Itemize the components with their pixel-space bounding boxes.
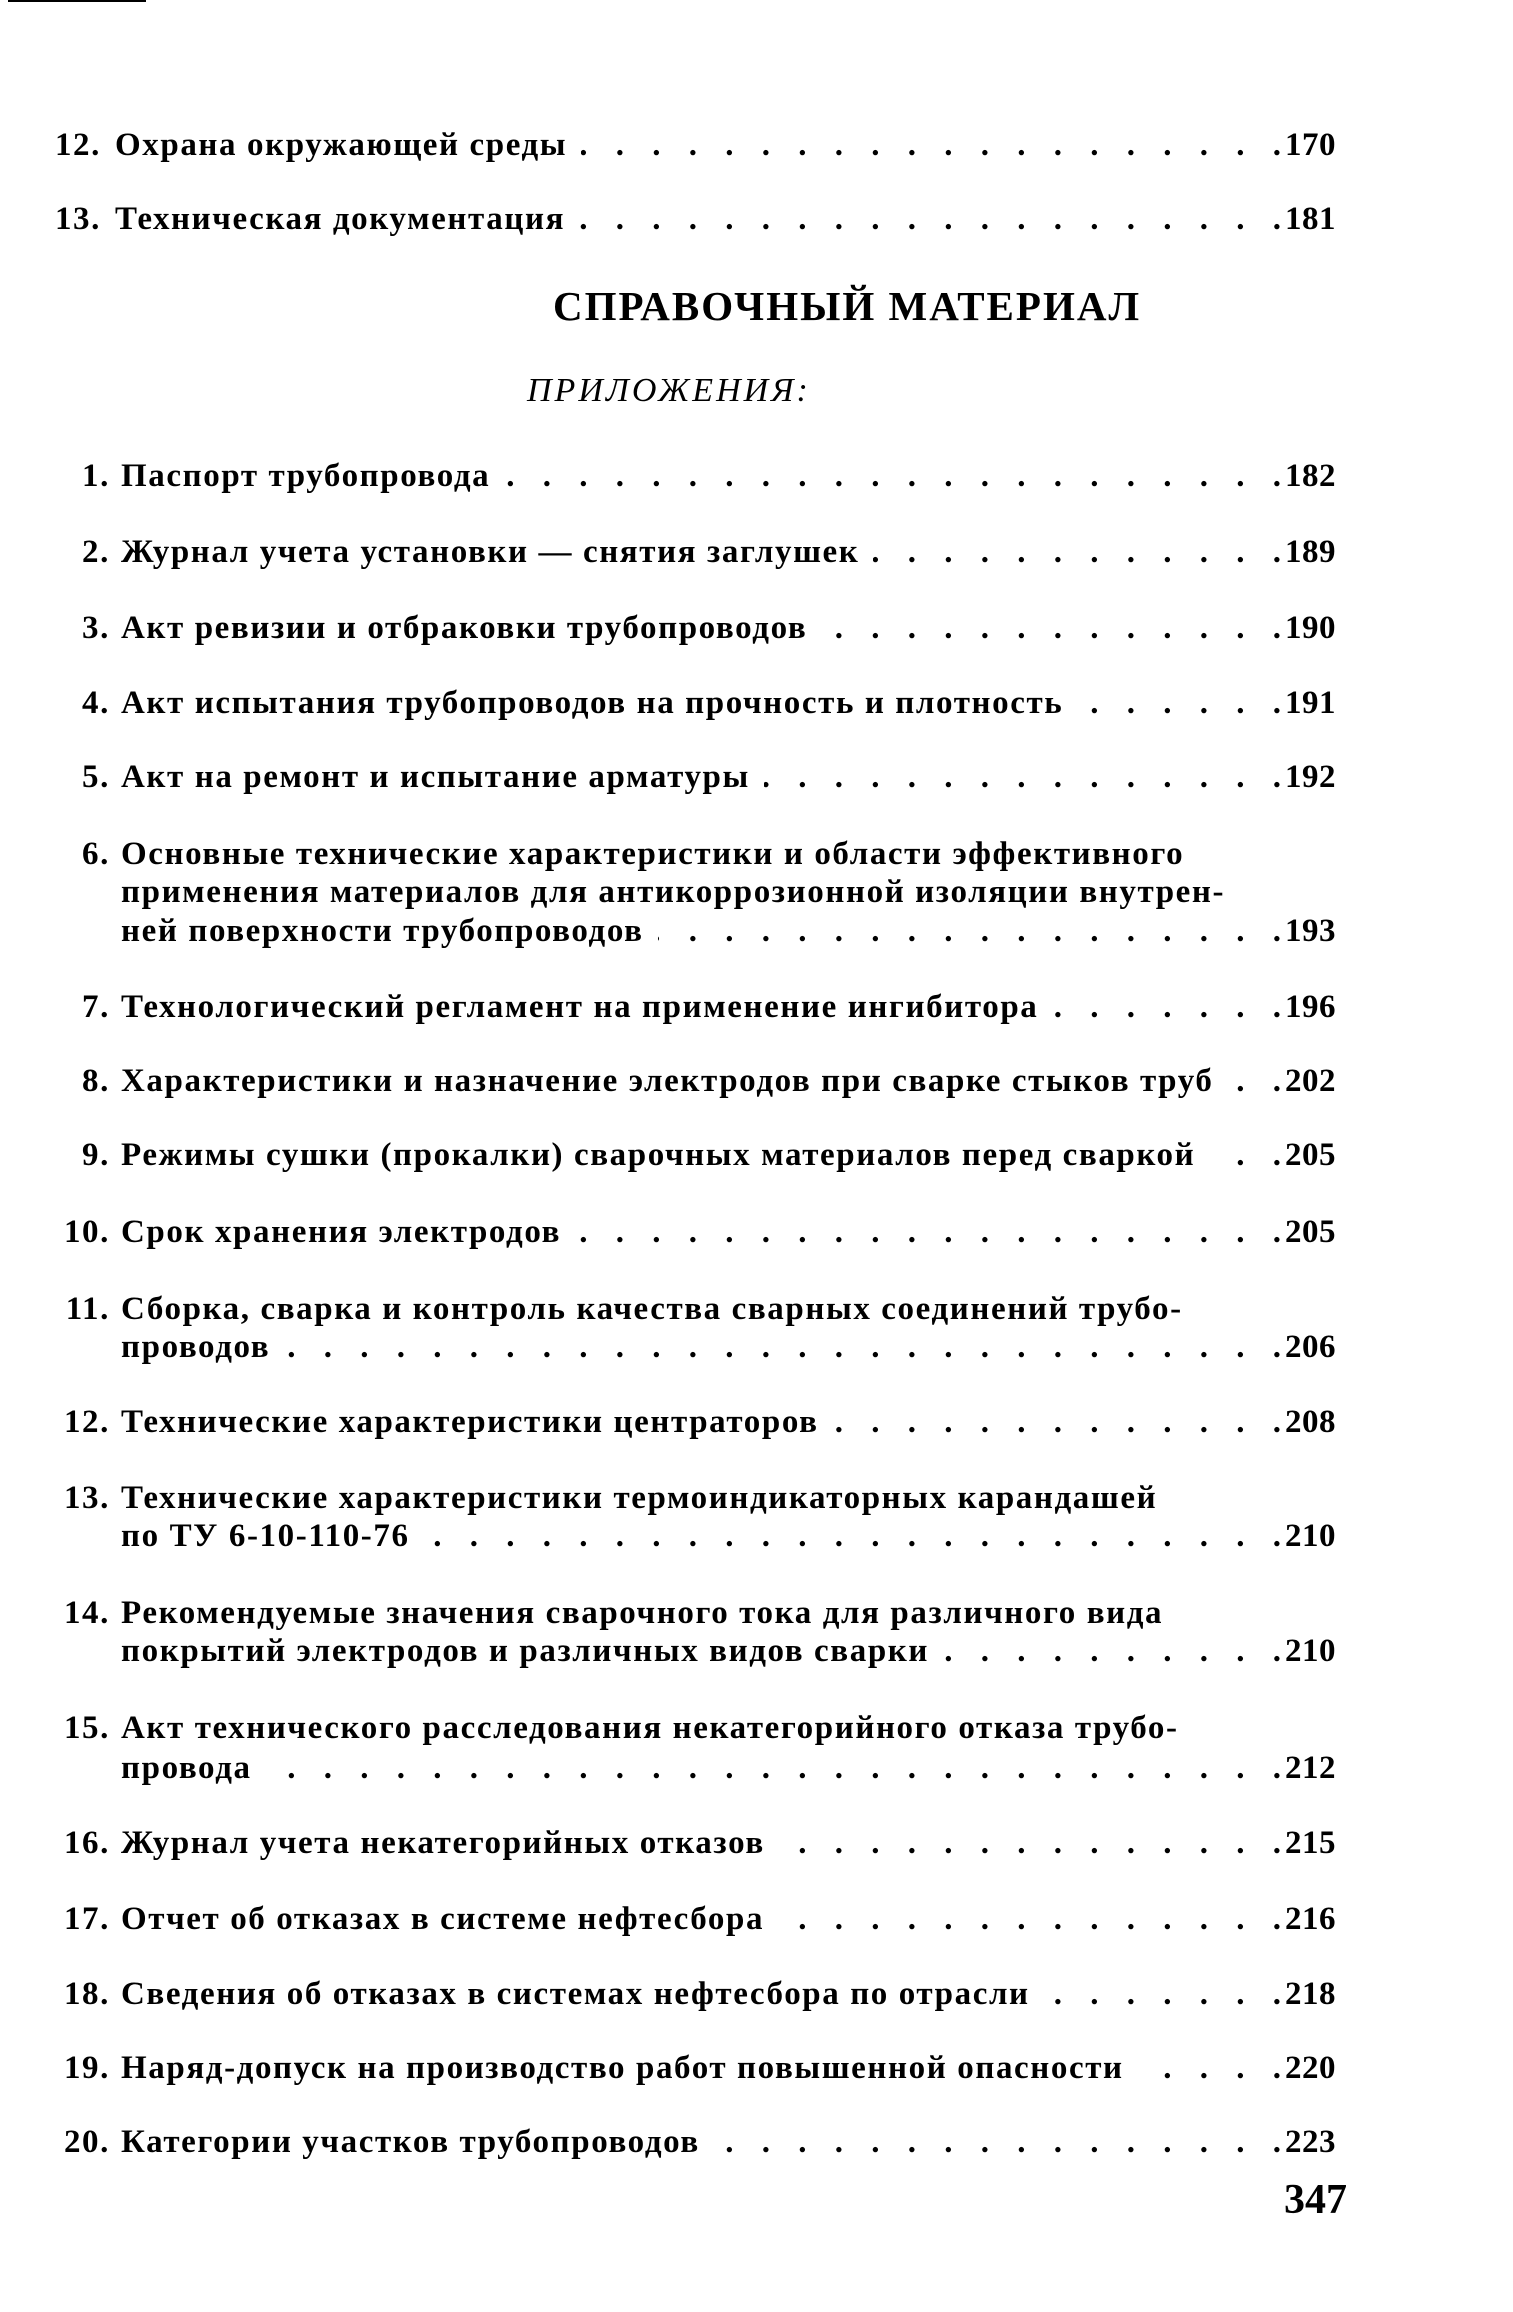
- entry-page-number: 210: [1285, 1518, 1336, 1554]
- dot-leader: [424, 1517, 1281, 1555]
- dot-leader: [833, 1403, 1281, 1441]
- entry-title-line: Сведения об отказах в системах нефтесбора по отрасли: [121, 1976, 1030, 2012]
- entry-line: [121, 1062, 1336, 1100]
- entry-page-number: 189: [1285, 534, 1336, 570]
- entry-number: 19.: [63, 2050, 110, 2086]
- entry-number: 4.: [82, 685, 110, 721]
- entry-title-line: Режимы сушки (прокалки) сварочных материалов перед сваркой: [121, 1137, 1196, 1173]
- entry-number: 13.: [63, 1480, 110, 1516]
- entry-page-number: 205: [1285, 1137, 1336, 1173]
- dot-leader: [778, 1900, 1281, 1938]
- entry-number: 12.: [54, 127, 101, 163]
- top-rule: [8, 0, 146, 2]
- entry-page-number: 181: [1285, 201, 1336, 237]
- entry-title-line: применения материалов для антикоррозионной изоляции внутрен-: [121, 874, 1226, 910]
- dot-leader: [504, 457, 1281, 495]
- entry-number: 20.: [63, 2124, 110, 2160]
- dot-leader: [1227, 1062, 1281, 1100]
- dot-leader: [1044, 1975, 1281, 2013]
- dot-leader: [581, 126, 1281, 164]
- entry-line: [121, 1975, 1336, 2013]
- dot-leader: [266, 1749, 1281, 1787]
- dot-leader: [1138, 2049, 1281, 2087]
- entry-page-number: 223: [1285, 2124, 1336, 2160]
- entry-line: [121, 1749, 1336, 1787]
- entry-title-line: Срок хранения электродов: [121, 1214, 562, 1250]
- entry-page-number: 216: [1285, 1901, 1336, 1937]
- dot-leader: [873, 533, 1281, 571]
- entry-title-line: Акт технического расследования некатегорийного отказа трубо-: [121, 1710, 1179, 1746]
- entry-page-number: 196: [1285, 989, 1336, 1025]
- entry-title-line: Журнал учета установки — снятия заглушек: [121, 534, 860, 570]
- entry-title-line: Технические характеристики центраторов: [121, 1404, 819, 1440]
- dot-leader: [575, 1213, 1281, 1251]
- entry-line: [115, 126, 1336, 164]
- entry-number: 16.: [63, 1825, 110, 1861]
- entry-page-number: 202: [1285, 1063, 1336, 1099]
- entry-number: 11.: [65, 1291, 110, 1327]
- entry-number: 17.: [63, 1901, 110, 1937]
- entry-number: 14.: [63, 1595, 110, 1631]
- entry-line: [121, 758, 1336, 796]
- entry-line: [121, 1328, 1336, 1366]
- dot-leader: [1052, 988, 1281, 1026]
- entry-number: 13.: [54, 201, 101, 237]
- entry-line: [121, 533, 1336, 571]
- entry-number: 6.: [82, 836, 110, 872]
- entry-number: 10.: [63, 1214, 110, 1250]
- dot-leader: [943, 1632, 1281, 1670]
- entry-title-line: ней поверхности трубопроводов: [121, 913, 644, 949]
- dot-leader: [821, 609, 1281, 647]
- dot-leader: [764, 758, 1281, 796]
- entry-page-number: 170: [1285, 127, 1336, 163]
- section-subtitle: ПРИЛОЖЕНИЯ:: [527, 372, 811, 409]
- entry-line: [121, 2049, 1336, 2087]
- entry-title-line: Рекомендуемые значения сварочного тока для различного вида: [121, 1595, 1164, 1631]
- dot-leader: [284, 1328, 1281, 1366]
- entry-number: 15.: [63, 1710, 110, 1746]
- entry-number: 1.: [82, 458, 110, 494]
- entry-number: 3.: [82, 610, 110, 646]
- dot-leader: [1077, 684, 1281, 722]
- entry-line: [121, 684, 1336, 722]
- dot-leader: [658, 912, 1281, 950]
- entry-page-number: 190: [1285, 610, 1336, 646]
- section-title: СПРАВОЧНЫЙ МАТЕРИАЛ: [553, 283, 1141, 329]
- entry-line: [121, 1213, 1336, 1251]
- dot-leader: [579, 200, 1281, 238]
- dot-leader: [714, 2123, 1281, 2161]
- entry-number: 5.: [82, 759, 110, 795]
- entry-title-line: Технические характеристики термоиндикаторных карандашей: [121, 1480, 1158, 1516]
- entry-title-line: Акт ревизии и отбраковки трубопроводов: [121, 610, 808, 646]
- entry-title-line: Акт испытания трубопроводов на прочность и плотность: [121, 685, 1064, 721]
- entry-page-number: 218: [1285, 1976, 1336, 2012]
- entry-line: [121, 457, 1336, 495]
- entry-line: [121, 1824, 1336, 1862]
- entry-line: [121, 2123, 1336, 2161]
- entry-line: [121, 1900, 1336, 1938]
- entry-title-line: Сборка, сварка и контроль качества сварных соединений трубо-: [121, 1291, 1183, 1327]
- entry-title-line: Отчет об отказах в системе нефтесбора: [121, 1901, 765, 1937]
- entry-page-number: 210: [1285, 1633, 1336, 1669]
- entry-title-line: Наряд-допуск на производство работ повышенной опасности: [121, 2050, 1124, 2086]
- dot-leader: [779, 1824, 1281, 1862]
- entry-title-line: Журнал учета некатегорийных отказов: [121, 1825, 765, 1861]
- entry-number: 7.: [82, 989, 110, 1025]
- entry-number: 2.: [82, 534, 110, 570]
- entry-title-line: Охрана окружающей среды: [115, 127, 568, 163]
- entry-line: [121, 609, 1336, 647]
- entry-line: [121, 988, 1336, 1026]
- entry-page-number: 212: [1285, 1750, 1336, 1786]
- entry-line: [121, 912, 1336, 950]
- entry-page-number: 205: [1285, 1214, 1336, 1250]
- entry-line: [115, 200, 1336, 238]
- entry-title-line: Технологический регламент на применение ингибитора: [121, 989, 1039, 1025]
- entry-line: [121, 1136, 1336, 1174]
- entry-title-line: Акт на ремонт и испытание арматуры: [121, 759, 750, 795]
- entry-page-number: 182: [1285, 458, 1336, 494]
- entry-number: 9.: [82, 1137, 110, 1173]
- entry-title-line: проводов: [121, 1329, 271, 1365]
- entry-title-line: Основные технические характеристики и области эффективного: [121, 836, 1185, 872]
- entry-page-number: 193: [1285, 913, 1336, 949]
- entry-page-number: 192: [1285, 759, 1336, 795]
- entry-title-line: Техническая документация: [115, 201, 566, 237]
- entry-number: 12.: [63, 1404, 110, 1440]
- entry-title-line: Паспорт трубопровода: [121, 458, 491, 494]
- entry-title-line: Характеристики и назначение электродов при сварке стыков труб: [121, 1063, 1214, 1099]
- entry-number: 18.: [63, 1976, 110, 2012]
- page-number: 347: [1284, 2177, 1347, 2223]
- entry-page-number: 208: [1285, 1404, 1336, 1440]
- entry-title-line: покрытий электродов и различных видов сварки: [121, 1633, 930, 1669]
- entry-title-line: по ТУ 6-10-110-76: [121, 1518, 410, 1554]
- entry-line: [121, 1632, 1336, 1670]
- entry-page-number: 220: [1285, 2050, 1336, 2086]
- dot-leader: [1209, 1136, 1281, 1174]
- entry-page-number: 206: [1285, 1329, 1336, 1365]
- entry-line: [121, 1517, 1336, 1555]
- entry-page-number: 215: [1285, 1825, 1336, 1861]
- entry-title-line: Категории участков трубопроводов: [121, 2124, 700, 2160]
- entry-number: 8.: [82, 1063, 110, 1099]
- entry-title-line: провода: [121, 1750, 252, 1786]
- entry-line: [121, 1403, 1336, 1441]
- entry-page-number: 191: [1285, 685, 1336, 721]
